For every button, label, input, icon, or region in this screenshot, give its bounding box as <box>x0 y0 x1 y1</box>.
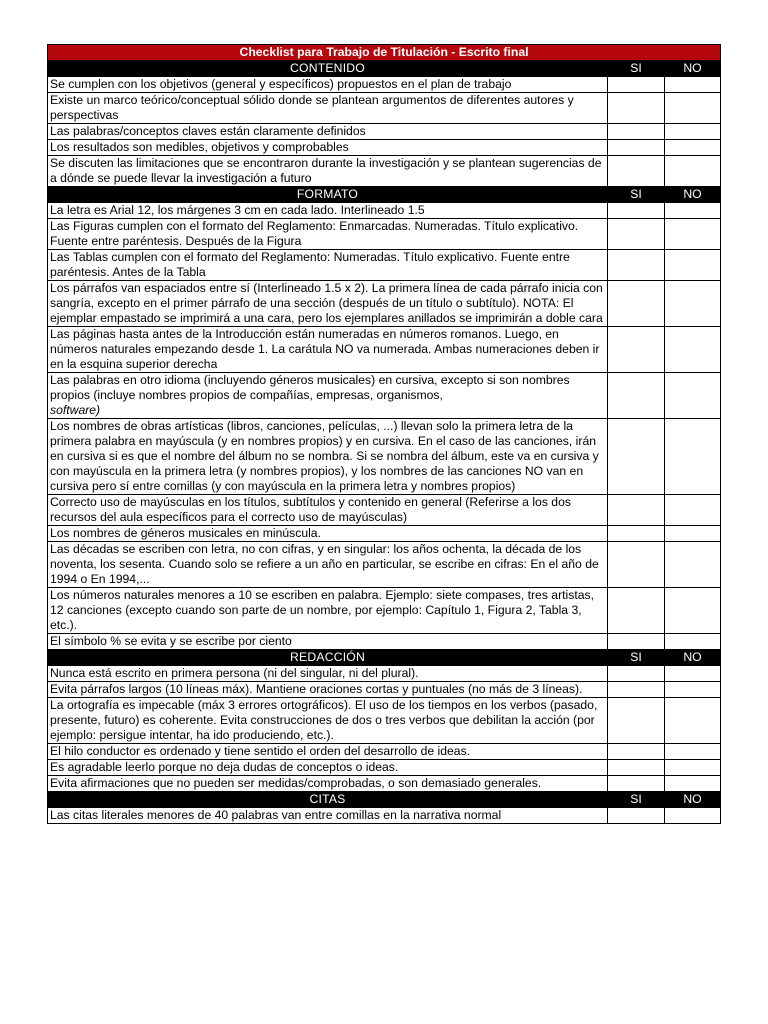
section-header-row <box>48 61 721 77</box>
section-header-row <box>48 187 721 203</box>
checklist-item-row <box>48 250 721 281</box>
checkbox-si[interactable] <box>608 495 665 526</box>
checklist-item-text <box>48 93 608 124</box>
checkbox-no[interactable] <box>665 698 721 744</box>
checkbox-si[interactable] <box>608 634 665 650</box>
checklist-item-row <box>48 526 721 542</box>
item-text: Las palabras/conceptos claves están claramente definidos <box>50 124 366 138</box>
checkbox-si[interactable] <box>608 156 665 187</box>
checklist-item-row <box>48 140 721 156</box>
item-text: Correcto uso de mayúsculas en los títulos, subtítulos y contenido en general (Referirse a los dos recursos del aula específicos para el correcto uso de mayúsculas) <box>50 495 571 524</box>
checkbox-no[interactable] <box>665 219 721 250</box>
checklist-item-text <box>48 666 608 682</box>
item-text: Las Figuras cumplen con el formato del Reglamento: Enmarcadas. Numeradas. Título explicativo. Fuente entre paréntesis. Después de la Figura <box>50 219 579 248</box>
checkbox-no[interactable] <box>665 281 721 327</box>
checkbox-si[interactable] <box>608 281 665 327</box>
checkbox-no[interactable] <box>665 93 721 124</box>
checkbox-no[interactable] <box>665 634 721 650</box>
checkbox-no[interactable] <box>665 588 721 634</box>
checkbox-si[interactable] <box>608 760 665 776</box>
checklist-item-row <box>48 419 721 495</box>
section-header-row <box>48 650 721 666</box>
checkbox-si[interactable] <box>608 250 665 281</box>
section-header-row <box>48 792 721 808</box>
checklist-item-text <box>48 140 608 156</box>
checklist-item-row <box>48 281 721 327</box>
checklist-item-text <box>48 760 608 776</box>
item-text: Evita afirmaciones que no pueden ser medidas/comprobadas, o son demasiado generales. <box>50 776 542 790</box>
checklist-item-row <box>48 682 721 698</box>
checkbox-si[interactable] <box>608 776 665 792</box>
checkbox-si[interactable] <box>608 526 665 542</box>
item-text: El símbolo % se evita y se escribe por ciento <box>50 634 292 648</box>
checkbox-si[interactable] <box>608 808 665 824</box>
item-text: Las páginas hasta antes de la Introducción están numeradas en números romanos. Luego, en números naturales empezando desde 1. La carátula NO va numerada. Ambas numeraciones deben ir en la esquina superior derecha <box>50 327 600 371</box>
checkbox-no[interactable] <box>665 140 721 156</box>
checkbox-no[interactable] <box>665 156 721 187</box>
checklist-item-text <box>48 281 608 327</box>
checkbox-si[interactable] <box>608 140 665 156</box>
checkbox-si[interactable] <box>608 203 665 219</box>
section-title: CONTENIDO <box>48 61 608 77</box>
checklist-item-row <box>48 744 721 760</box>
checkbox-si[interactable] <box>608 542 665 588</box>
checkbox-si[interactable] <box>608 373 665 419</box>
item-italic-text: software) <box>50 403 101 417</box>
checklist-item-row <box>48 77 721 93</box>
item-text: La ortografía es impecable (máx 3 errores ortográficos). El uso de los tiempos en los verbos (pasado, presente, futuro) es coherente. Evita construcciones de dos o tres verbos que debilitan la acción (por ejemplo: persigue intentar, ha ido produciendo, etc.). <box>50 698 598 742</box>
checkbox-no[interactable] <box>665 419 721 495</box>
checklist-item-text <box>48 634 608 650</box>
column-header-no: NO <box>665 650 721 666</box>
item-text: Los nombres de obras artísticas (libros, canciones, películas, ...) llevan solo la primera letra de la primera palabra en mayúscula (y en nombres propios) y en cursiva. En el caso de las canciones, irán en cursiva si es que el nombre del álbum no se nombra. Si se nombra del álbum, este va en cursiva y con mayúscula en la primera letra (y nombres propios), y los nombres de las canciones NO van en cursiva pero sí entre comillas (y con mayúscula en la primera letra y nombres propios) <box>50 419 599 493</box>
checklist-item-text <box>48 327 608 373</box>
checkbox-no[interactable] <box>665 666 721 682</box>
checklist-table <box>47 44 721 824</box>
checklist-item-row <box>48 327 721 373</box>
checklist-item-text <box>48 526 608 542</box>
checklist-item-text <box>48 776 608 792</box>
item-text: Nunca está escrito en primera persona (ni del singular, ni del plural). <box>50 666 419 680</box>
checklist-title: Checklist para Trabajo de Titulación - Escrito final <box>48 45 721 61</box>
column-header-si: SI <box>608 61 665 77</box>
checkbox-si[interactable] <box>608 682 665 698</box>
checkbox-no[interactable] <box>665 250 721 281</box>
column-header-no: NO <box>665 792 721 808</box>
checklist-item-text <box>48 682 608 698</box>
checklist-item-row <box>48 698 721 744</box>
item-text: Evita párrafos largos (10 líneas máx). Mantiene oraciones cortas y puntuales (no más de 3 líneas). <box>50 682 583 696</box>
column-header-no: NO <box>665 61 721 77</box>
item-text: Los párrafos van espaciados entre sí (Interlineado 1.5 x 2). La primera línea de cada párrafo inicia con sangría, excepto en el primer párrafo de una sección (después de un título o subtítulo). NOTA: El ejemplar empastado se imprimirá a una cara, pero los ejemplares anillados se imprimirán a doble cara <box>50 281 603 325</box>
section-title: CITAS <box>48 792 608 808</box>
checklist-item-text <box>48 588 608 634</box>
checklist-item-text <box>48 250 608 281</box>
column-header-si: SI <box>608 650 665 666</box>
checklist-item-text <box>48 77 608 93</box>
title-row <box>48 45 721 61</box>
checkbox-no[interactable] <box>665 682 721 698</box>
item-text: Se cumplen con los objetivos (general y específicos) propuestos en el plan de trabajo <box>50 77 512 91</box>
checklist-item-row <box>48 203 721 219</box>
column-header-no: NO <box>665 187 721 203</box>
checkbox-no[interactable] <box>665 373 721 419</box>
item-text: Las citas literales menores de 40 palabras van entre comillas en la narrativa normal <box>50 808 502 822</box>
item-text: La letra es Arial 12, los márgenes 3 cm en cada lado. Interlineado 1.5 <box>50 203 425 217</box>
item-text: Los números naturales menores a 10 se escriben en palabra. Ejemplo: siete compases, tres artistas, 12 canciones (excepto cuando son parte de un nombre, por ejemplo: Capítulo 1, Figura 2, Tabla 3, etc.). <box>50 588 594 632</box>
checkbox-no[interactable] <box>665 495 721 526</box>
checkbox-no[interactable] <box>665 526 721 542</box>
checkbox-si[interactable] <box>608 744 665 760</box>
checklist-item-row <box>48 776 721 792</box>
checklist-item-row <box>48 634 721 650</box>
checkbox-no[interactable] <box>665 203 721 219</box>
checklist-item-row <box>48 156 721 187</box>
checklist-item-text <box>48 203 608 219</box>
item-text: Los nombres de géneros musicales en minúscula. <box>50 526 321 540</box>
checkbox-si[interactable] <box>608 93 665 124</box>
checklist-item-text <box>48 124 608 140</box>
checklist-item-row <box>48 588 721 634</box>
checkbox-no[interactable] <box>665 808 721 824</box>
checkbox-no[interactable] <box>665 77 721 93</box>
checklist-item-row <box>48 760 721 776</box>
checklist-item-row <box>48 495 721 526</box>
item-text: Se discuten las limitaciones que se encontraron durante la investigación y se plantean sugerencias de a dónde se puede llevar la investigación a futuro <box>50 156 602 185</box>
checklist-item-text <box>48 495 608 526</box>
checkbox-si[interactable] <box>608 698 665 744</box>
checklist-item-row <box>48 373 721 419</box>
item-text: Existe un marco teórico/conceptual sólido donde se plantean argumentos de diferentes autores y perspectivas <box>50 93 574 122</box>
section-title: FORMATO <box>48 187 608 203</box>
checklist-item-text <box>48 698 608 744</box>
checklist-item-row <box>48 93 721 124</box>
checkbox-si[interactable] <box>608 124 665 140</box>
checkbox-no[interactable] <box>665 744 721 760</box>
checklist-item-row <box>48 808 721 824</box>
checkbox-si[interactable] <box>608 588 665 634</box>
checkbox-si[interactable] <box>608 77 665 93</box>
checklist-item-row <box>48 542 721 588</box>
checkbox-si[interactable] <box>608 219 665 250</box>
item-text: Las décadas se escriben con letra, no con cifras, y en singular: los años ochenta, la década de los noventa, los sesenta. Cuando solo se refiere a un año en particular, se escribe en cifras: En el año de 1994 o En 1994,... <box>50 542 599 586</box>
checkbox-no[interactable] <box>665 760 721 776</box>
checkbox-no[interactable] <box>665 776 721 792</box>
checklist-item-row <box>48 219 721 250</box>
checkbox-no[interactable] <box>665 542 721 588</box>
item-text: Las Tablas cumplen con el formato del Reglamento: Numeradas. Título explicativo. Fuente entre paréntesis. Antes de la Tabla <box>50 250 570 279</box>
column-header-si: SI <box>608 792 665 808</box>
item-text: El hilo conductor es ordenado y tiene sentido el orden del desarrollo de ideas. <box>50 744 471 758</box>
checklist-item-row <box>48 666 721 682</box>
checkbox-si[interactable] <box>608 419 665 495</box>
checkbox-no[interactable] <box>665 327 721 373</box>
checklist-item-text <box>48 156 608 187</box>
checklist-item-text <box>48 542 608 588</box>
column-header-si: SI <box>608 187 665 203</box>
checklist-item-text <box>48 808 608 824</box>
item-text: Las palabras en otro idioma (incluyendo géneros musicales) en cursiva, excepto si son nombres propios (incluye nombres propios de compañías, empresas, organismos, <box>50 373 570 402</box>
checklist-item-text <box>48 744 608 760</box>
item-text: Los resultados son medibles, objetivos y comprobables <box>50 140 349 154</box>
checkbox-si[interactable] <box>608 327 665 373</box>
checkbox-no[interactable] <box>665 124 721 140</box>
section-title: REDACCIÓN <box>48 650 608 666</box>
checklist-item-text <box>48 373 608 419</box>
checklist-item-text <box>48 419 608 495</box>
item-text: Es agradable leerlo porque no deja dudas de conceptos o ideas. <box>50 760 399 774</box>
checkbox-si[interactable] <box>608 666 665 682</box>
checklist-item-text <box>48 219 608 250</box>
checklist-item-row <box>48 124 721 140</box>
